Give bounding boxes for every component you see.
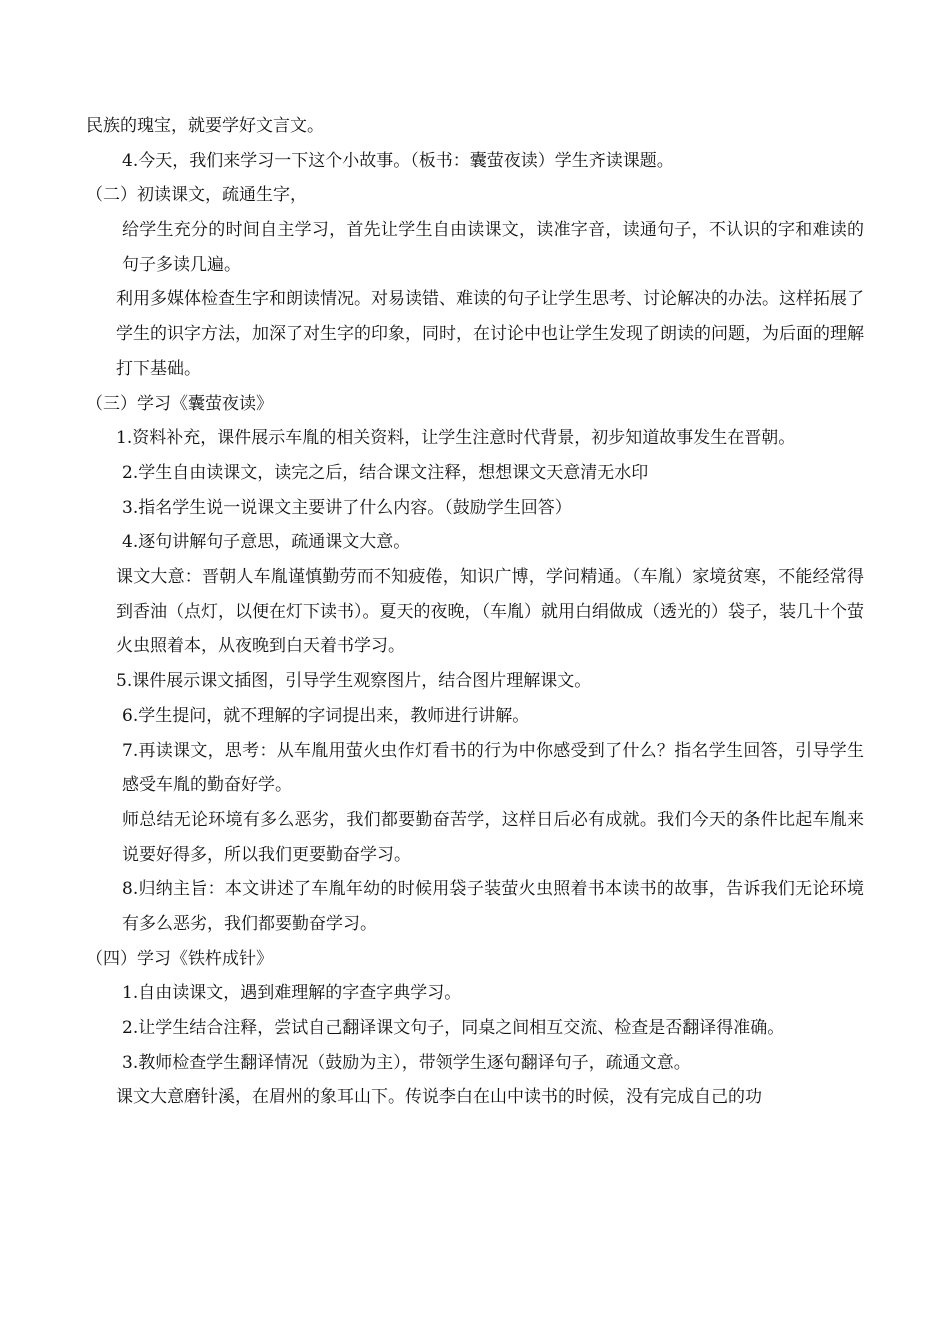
paragraph: 5.课件展示课文插图，引导学生观察图片，结合图片理解课文。 (116, 671, 592, 692)
paragraph: 课文大意磨针溪，在眉州的象耳山下。传说李白在山中读书的时候，没有完成自己的功 (116, 1087, 762, 1108)
section-heading: （四）学习《铁杵成针》 (86, 948, 273, 969)
paragraph: 4.逐句讲解句子意思，疏通课文大意。 (122, 532, 411, 553)
paragraph: 民族的瑰宝，就要学好文言文。 (86, 116, 324, 136)
paragraph: 课文大意：晋朝人车胤谨慎勤劳而不知疲倦，知识广博，学问精通。（车胤）家境贫寒，不能经常得到香油（点灯，以便在灯下读书）。夏天的夜晚，（车胤）就用白绢做成（透光的）袋子，装几十个萤火虫照着本，从夜晚到白天着书学习。 (116, 567, 864, 657)
paragraph: 2.让学生结合注释，尝试自己翻译课文句子，同桌之间相互交流、检查是否翻译得准确。 (122, 1018, 785, 1039)
paragraph: 2.学生自由读课文，读完之后，结合课文注释，想想课文天意清无水印 (122, 462, 649, 483)
paragraph: 6.学生提问，就不理解的字词提出来，教师进行讲解。 (122, 705, 530, 726)
paragraph: 7.再读课文，思考：从车胤用萤火虫作灯看书的行为中你感受到了什么？指名学生回答，引导学生感受车胤的勤奋好学。 (122, 740, 864, 796)
paragraph: 4.今天，我们来学习一下这个小故事。（板书：囊萤夜读）学生齐读课题。 (122, 150, 674, 171)
paragraph: 利用多媒体检查生字和朗读情况。对易读错、难读的句子让学生思考、讨论解决的办法。这样拓展了学生的识字方法，加深了对生字的印象，同时，在讨论中也让学生发现了朗读的问题，为后面的理解打下基础。 (116, 289, 864, 379)
paragraph: 3.教师检查学生翻译情况（鼓励为主），带领学生逐句翻译句子，疏通文意。 (122, 1052, 691, 1073)
paragraph: 1.自由读课文，遇到难理解的字查字典学习。 (122, 983, 462, 1004)
paragraph: 给学生充分的时间自主学习，首先让学生自由读课文，读准字音，读通句子，不认识的字和难读的句子多读几遍。 (122, 220, 864, 275)
paragraph: 3.指名学生说一说课文主要讲了什么内容。（鼓励学生回答） (122, 497, 572, 518)
paragraph: 1.资料补充，课件展示车胤的相关资料，让学生注意时代背景，初步知道故事发生在晋朝。 (116, 428, 796, 449)
section-heading: （三）学习《囊萤夜读》 (86, 393, 273, 414)
paragraph: 8.归纳主旨：本文讲述了车胤年幼的时候用袋子装萤火虫照着书本读书的故事，告诉我们无论环境有多么恶劣，我们都要勤奋学习。 (122, 879, 864, 935)
paragraph: 师总结无论环境有多么恶劣，我们都要勤奋苦学，这样日后必有成就。我们今天的条件比起车胤来说要好得多，所以我们更要勤奋学习。 (122, 809, 864, 865)
document-page (86, 109, 864, 1115)
section-heading: （二）初读课文，疏通生字， (86, 185, 307, 206)
